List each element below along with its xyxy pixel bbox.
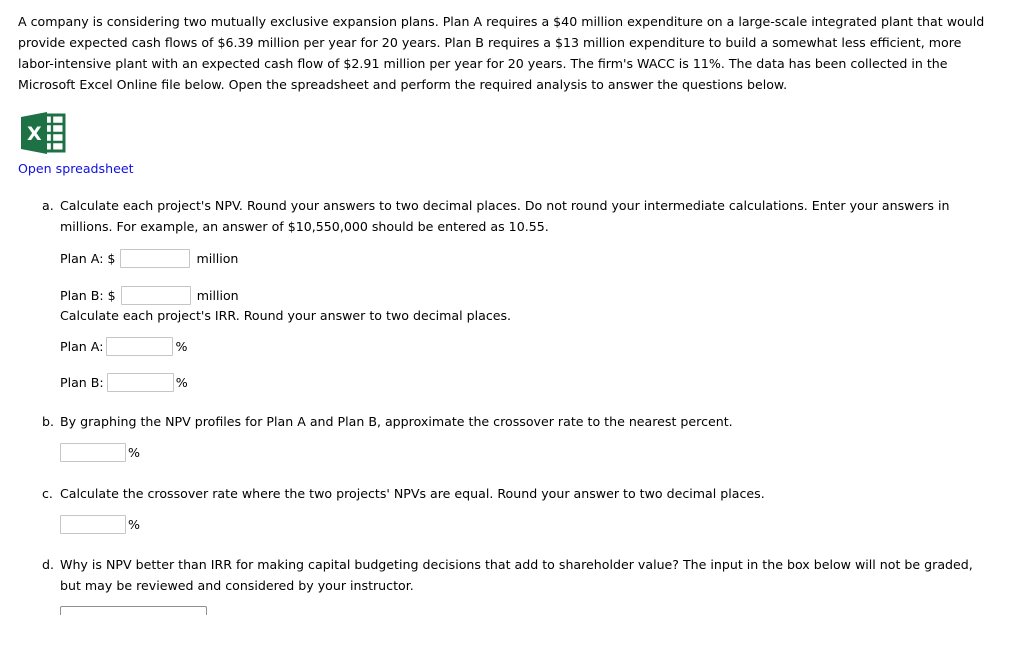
question-d-letter: d. xyxy=(42,557,54,572)
question-b xyxy=(42,411,1006,462)
spreadsheet-block xyxy=(18,111,1006,176)
crossover-exact-input[interactable] xyxy=(60,515,126,534)
excel-icon xyxy=(18,111,66,155)
plan-a-irr-label: Plan A: xyxy=(60,338,104,354)
question-a-letter: a. xyxy=(42,198,54,213)
plan-a-npv-label: Plan A: $ xyxy=(60,250,116,266)
question-a xyxy=(42,195,1006,392)
problem-statement: A company is considering two mutually exclusive expansion plans. Plan A requires a $40 million expenditure on a large-scale integrated plant that would provide expected cash flows of $6.39 million per year for 20 years. Plan B requires a $13 million expenditure to build a somewhat less efficient, more labor-intensive plant with an expected cash flow of $2.91 million per year for 20 years. The firm's WACC is 11%. The data has been collected in the Microsoft Excel Online file below. Open the spreadsheet and perform the required analysis to answer the questions below. xyxy=(18,14,985,92)
crossover-approx-input[interactable] xyxy=(60,443,126,462)
plan-b-npv-row xyxy=(60,285,990,305)
question-d xyxy=(42,554,1006,615)
question-c-letter: c. xyxy=(42,486,53,501)
question-list xyxy=(42,195,1006,615)
question-b-text: By graphing the NPV profiles for Plan A and Plan B, approximate the crossover rate to the nearest percent. xyxy=(60,414,733,429)
crossover-approx-unit: % xyxy=(128,444,140,460)
question-a-irr-text: Calculate each project's IRR. Round your answer to two decimal places. xyxy=(60,308,512,323)
question-d-text: Why is NPV better than IRR for making capital budgeting decisions that add to shareholder value? The input in the box below will not be graded, but may be reviewed and considered by your instructor. xyxy=(60,557,973,593)
plan-b-irr-label: Plan B: xyxy=(60,374,104,390)
question-b-letter: b. xyxy=(42,414,54,429)
plan-b-npv-unit: million xyxy=(196,287,239,303)
discussion-textarea[interactable] xyxy=(60,606,207,615)
plan-a-npv-unit: million xyxy=(196,250,239,266)
open-spreadsheet-link[interactable]: Open spreadsheet xyxy=(18,161,134,176)
question-c-text: Calculate the crossover rate where the two projects' NPVs are equal. Round your answer to two decimal places. xyxy=(60,486,765,501)
plan-a-npv-row xyxy=(60,248,990,268)
plan-b-npv-label: Plan B: $ xyxy=(60,287,116,303)
excel-icon-letter: X xyxy=(27,123,42,145)
plan-b-npv-input[interactable] xyxy=(121,286,191,305)
crossover-exact-row xyxy=(60,514,990,534)
question-a-text: Calculate each project's NPV. Round your answers to two decimal places. Do not round your intermediate calculations. Enter your answers in millions. For example, an answer of $10,550,000 should be entered as 10.55. xyxy=(60,198,950,234)
plan-a-irr-unit: % xyxy=(175,338,188,354)
crossover-exact-unit: % xyxy=(128,516,140,532)
plan-a-irr-row xyxy=(60,336,990,356)
plan-b-irr-row xyxy=(60,372,990,392)
plan-b-irr-unit: % xyxy=(175,374,188,390)
plan-a-irr-input[interactable] xyxy=(106,337,173,356)
question-c xyxy=(42,483,1006,534)
plan-a-npv-input[interactable] xyxy=(120,249,190,268)
plan-b-irr-input[interactable] xyxy=(107,373,174,392)
crossover-approx-row xyxy=(60,442,990,462)
